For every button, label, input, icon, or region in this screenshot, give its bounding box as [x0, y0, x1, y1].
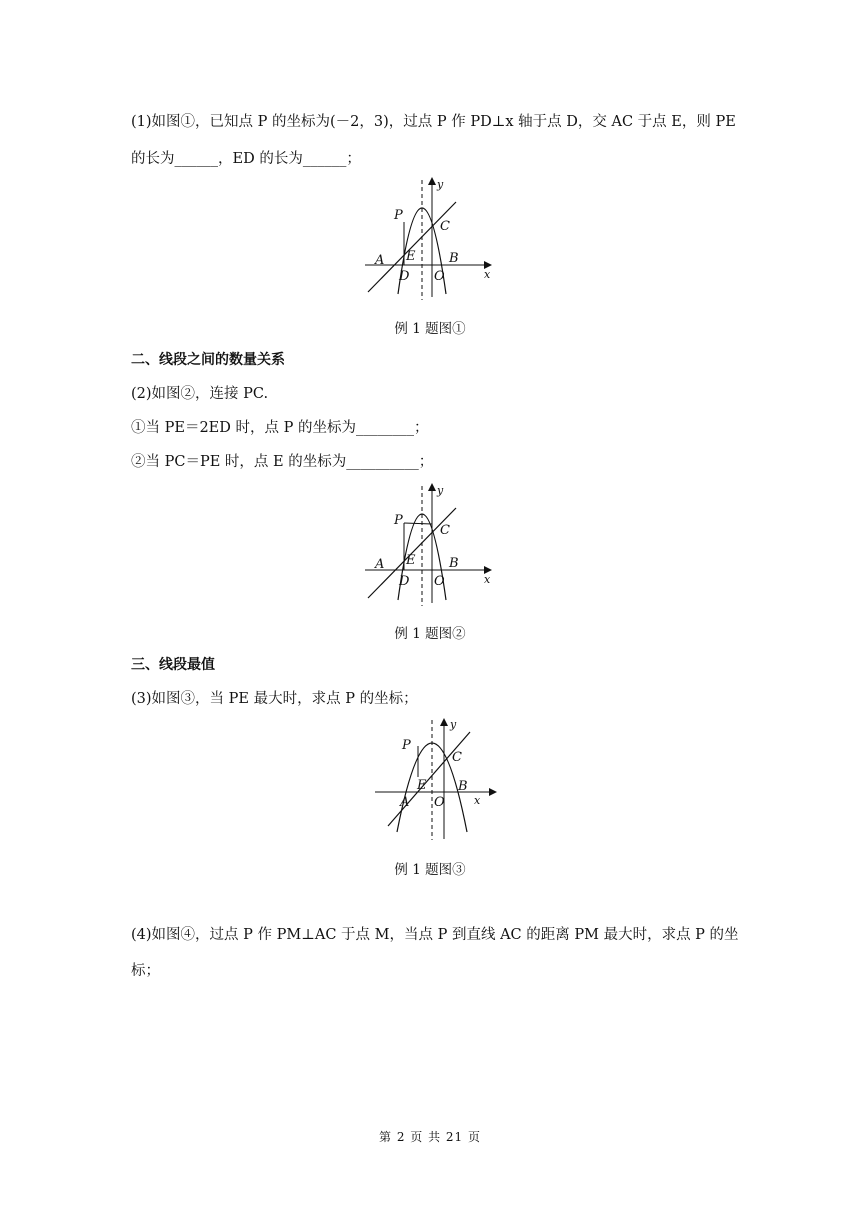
- question-4-line-1: (4)如图④，过点 P 作 PM⊥AC 于点 M，当点 P 到直线 AC 的距离 PM 最大时，求点 P 的坐: [131, 927, 739, 943]
- question-1-line-1: (1)如图①，已知点 P 的坐标为(－2，3)，过点 P 作 PD⊥x 轴于点 D，交 AC 于点 E，则 PE: [131, 114, 736, 130]
- figure-2-caption: 例 1 题图②: [394, 626, 466, 642]
- label-y: y: [450, 718, 457, 731]
- figure-1: [360, 172, 500, 302]
- label-C: C: [440, 219, 450, 234]
- question-2-item-2: ②当 PC＝PE 时，点 E 的坐标为__________；: [131, 454, 434, 470]
- label-C: C: [452, 750, 462, 765]
- label-O: O: [434, 574, 445, 589]
- section-3-heading: 三、线段最值: [131, 657, 215, 673]
- label-x: x: [484, 573, 491, 586]
- label-C: C: [440, 523, 450, 538]
- label-D: D: [399, 269, 410, 284]
- question-1-line-2: 的长为______，ED 的长为______；: [131, 151, 361, 167]
- label-B: B: [458, 779, 468, 794]
- section-2-heading: 二、线段之间的数量关系: [131, 352, 285, 368]
- figure-3-caption: 例 1 题图③: [394, 862, 466, 878]
- label-y: y: [437, 178, 444, 191]
- label-y: y: [437, 484, 444, 497]
- label-x: x: [474, 794, 481, 807]
- figure-1-caption: 例 1 题图①: [394, 321, 466, 337]
- label-P: P: [394, 513, 403, 528]
- label-A: A: [400, 795, 410, 810]
- segment-pc: [404, 523, 432, 524]
- label-A: A: [375, 557, 385, 572]
- label-O: O: [434, 269, 445, 284]
- label-O: O: [434, 795, 445, 810]
- label-D: D: [399, 574, 410, 589]
- label-B: B: [449, 251, 459, 266]
- label-A: A: [375, 253, 385, 268]
- figure-3: [370, 714, 500, 844]
- page-footer: 第 2 页 共 21 页: [379, 1130, 481, 1144]
- question-2-item-1: ①当 PE＝2ED 时，点 P 的坐标为________；: [131, 420, 429, 436]
- question-2-intro: (2)如图②，连接 PC.: [131, 386, 269, 402]
- label-B: B: [449, 556, 459, 571]
- question-4-line-2: 标；: [131, 963, 160, 979]
- label-P: P: [394, 208, 403, 223]
- label-x: x: [484, 268, 491, 281]
- question-3: (3)如图③，当 PE 最大时，求点 P 的坐标；: [131, 691, 418, 707]
- label-P: P: [402, 738, 411, 753]
- label-E: E: [406, 249, 416, 264]
- figure-2: [360, 478, 500, 608]
- label-E: E: [417, 778, 427, 793]
- label-E: E: [406, 553, 416, 568]
